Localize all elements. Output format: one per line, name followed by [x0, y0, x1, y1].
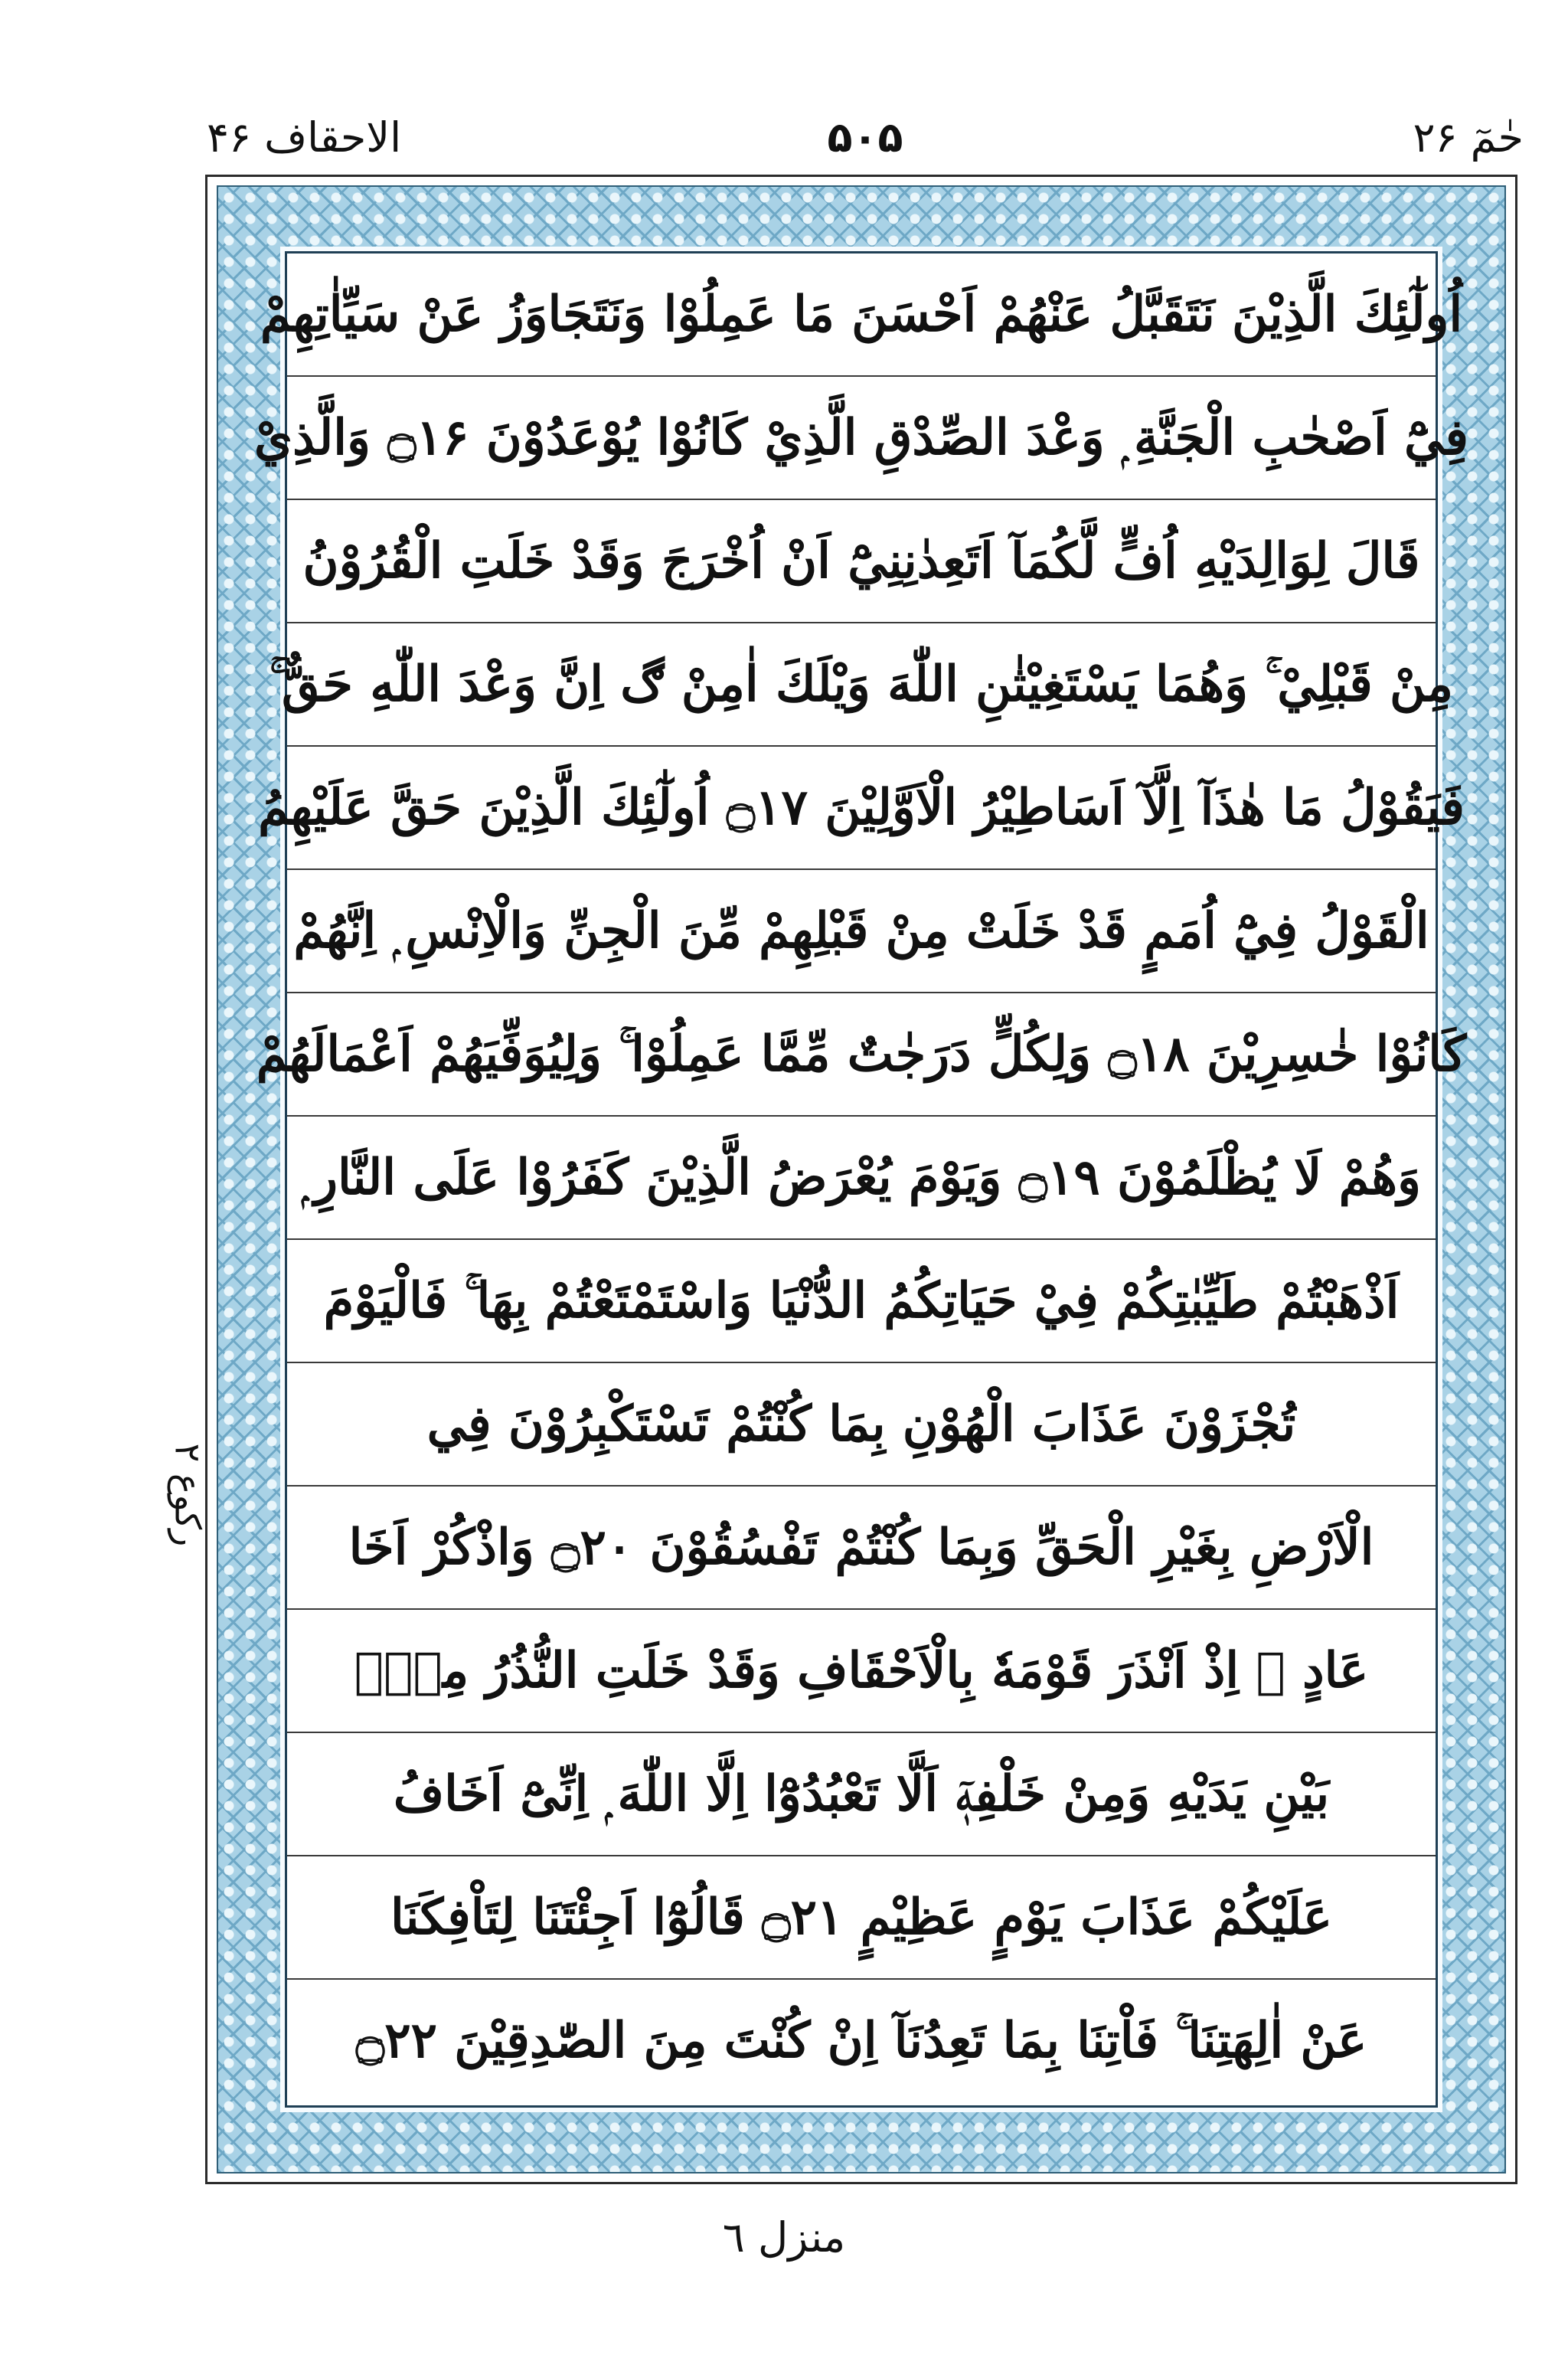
- verse-line-11: الْاَرْضِ بِغَيْرِ الْحَقِّ وَبِمَا كُنْتُمْ تَفْسُقُوْنَ ۝۲۰ وَاذْكُرْ اَخَا: [348, 1519, 1374, 1576]
- verse-line-10: تُجْزَوْنَ عَذَابَ الْهُوْنِ بِمَا كُنْتُمْ تَسْتَكْبِرُوْنَ فِي: [426, 1395, 1296, 1453]
- verse-line-12: عَادٍ ۭ اِذْ اَنْذَرَ قَوْمَهٗ بِالْاَحْقَافِ وَقَدْ خَلَتِ النُّذُرُ مِنْۢ: [354, 1642, 1369, 1699]
- page-number: ۵۰۵: [827, 113, 903, 162]
- verse-line-5: فَيَقُوْلُ مَا هٰذَآ اِلَّآ اَسَاطِيْرُ الْاَوَّلِيْنَ ۝۱۷ اُولٰٓئِكَ الَّذِيْنَ حَقَّ عَلَيْهِمُ: [258, 779, 1465, 836]
- verse-line-8: وَهُمْ لَا يُظْلَمُوْنَ ۝۱۹ وَيَوْمَ يُعْرَضُ الَّذِيْنَ كَفَرُوْا عَلَى النَّارِ ۭ: [302, 1149, 1421, 1206]
- verse-line-13: بَيْنِ يَدَيْهِ وَمِنْ خَلْفِهٖٓ اَلَّا تَعْبُدُوْٓا اِلَّا اللّٰهَ ۭ اِنِّىْٓ اَخَافُ: [393, 1765, 1330, 1823]
- verse-line-3: قَالَ لِوَالِدَيْهِ اُفٍّ لَّكُمَآ اَتَعِدٰنِنِيْٓ اَنْ اُخْرَجَ وَقَدْ خَلَتِ الْقُرُوْنُ: [302, 532, 1420, 590]
- verse-line-15: عَنْ اٰلِهَتِنَا ۚ فَاْتِنَا بِمَا تَعِدُنَآ اِنْ كُنْتَ مِنَ الصّٰدِقِيْنَ ۝۲۲: [355, 2012, 1367, 2069]
- surah-name-header: الاحقاف ۴۶: [207, 113, 402, 162]
- verse-line-9: اَذْهَبْتُمْ طَيِّبٰتِكُمْ فِيْ حَيَاتِكُمُ الدُّنْيَا وَاسْتَمْتَعْتُمْ بِهَا ۚ فَالْيَوْمَ: [323, 1272, 1400, 1330]
- verse-line-2: فِيْٓ اَصْحٰبِ الْجَنَّةِ ۭ وَعْدَ الصِّدْقِ الَّذِيْ كَانُوْا يُوْعَدُوْنَ ۝۱۶ وَالَّذِيْ: [254, 409, 1468, 466]
- ruku-marker: ركوع ۲: [167, 1443, 209, 1547]
- verse-line-6: الْقَوْلُ فِيْٓ اُمَمٍ قَدْ خَلَتْ مِنْ قَبْلِهِمْ مِّنَ الْجِنِّ وَالْاِنْسِ ۭ اِنَّهُمْ: [293, 902, 1429, 960]
- verse-line-1: اُولٰٓئِكَ الَّذِيْنَ نَتَقَبَّلُ عَنْهُمْ اَحْسَنَ مَا عَمِلُوْا وَنَتَجَاوَزُ عَنْ سَيِّاٰتِهِمْ: [260, 286, 1463, 343]
- page-header: [207, 107, 1524, 168]
- verse-line-14: عَلَيْكُمْ عَذَابَ يَوْمٍ عَظِيْمٍ ۝۲۱ قَالُوْٓا اَجِئْتَنَا لِتَاْفِكَنَا: [390, 1889, 1333, 1946]
- verse-line-7: كَانُوْا خٰسِرِيْنَ ۝۱۸ وَلِكُلٍّ دَرَجٰتٌ مِّمَّا عَمِلُوْا ۚ وَلِيُوَفِّيَهُمْ اَعْمَالَهُمْ: [256, 1025, 1467, 1083]
- juz-name-header: حٰمٓ ۲۶: [1413, 113, 1524, 162]
- verse-panel: [254, 251, 1468, 2108]
- verse-line-4: مِنْ قَبْلِيْ ۚ وَهُمَا يَسْتَغِيْثٰنِ اللّٰهَ وَيْلَكَ اٰمِنْ ڰ اِنَّ وَعْدَ اللّٰهِ حَقٌّ ۚ: [270, 656, 1453, 713]
- manzil-footer: منزل ٦: [722, 2213, 846, 2262]
